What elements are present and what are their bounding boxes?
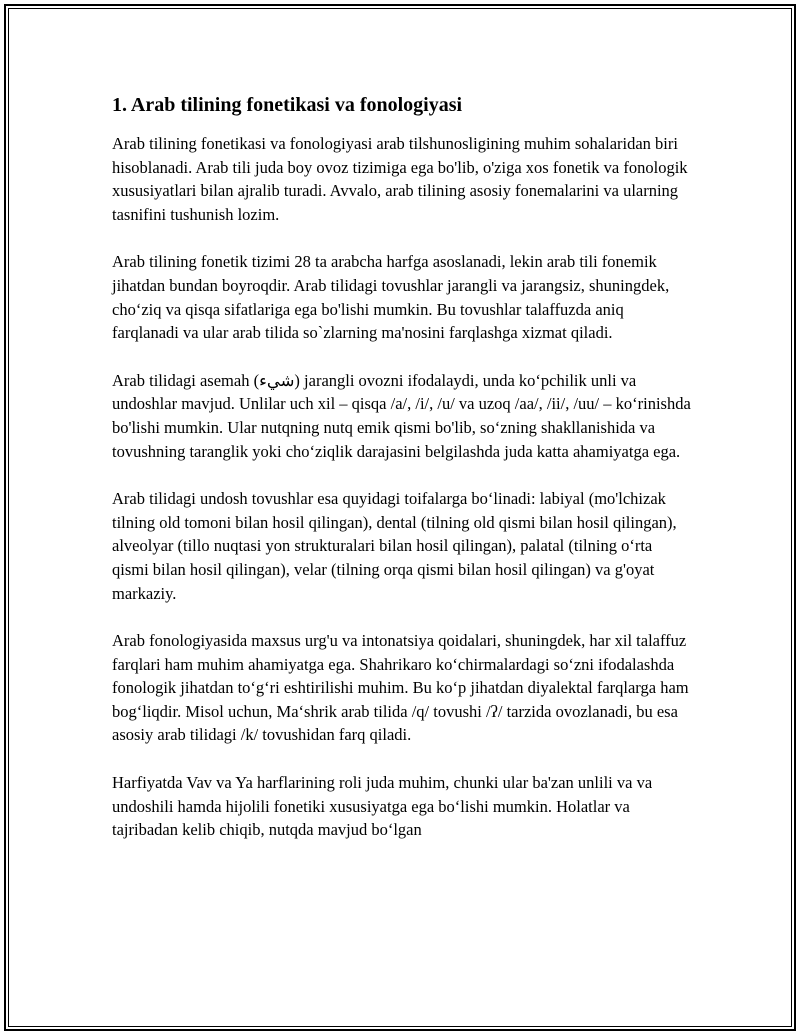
paragraph: Harfiyatda Vav va Ya harflarining roli juda muhim, chunki ular ba'zan unlili va va undoshili hamda hijolili fonetiki xususiyatga ega bo‘lishi mumkin. Holatlar va tajribadan kelib chiqib, nutqda mavjud bo‘lgan: [112, 773, 653, 840]
paragraph: Arab fonologiyasida maxsus urg'u va intonatsiya qoidalari, shuningdek, har xil talaffuz farqlari ham muhim ahamiyatga ega. Shahrikaro ko‘chirmalardagi so‘zni ifodalashda fonologik jihatdan to‘g‘ri eshtirilishi muhim. Bu ko‘p jihatdan diyalektal farqlarga ham bog‘liqdir. Misol uchun, Ma‘shrik arab tilida /q/ tovushi /ʔ/ tarzida ovozlanadi, bu esa asosiy arab tilidagi /k/ tovushidan farq qiladi.: [112, 631, 689, 745]
document-body: [112, 90, 692, 866]
paragraph: Arab tilining fonetikasi va fonologiyasi arab tilshunosligining muhim sohalaridan biri hisoblanadi. Arab tili juda boy ovoz tizimiga ega bo'lib, o'ziga xos fonetik va fonologik xususiyatlari bilan ajralib turadi. Avvalo, arab tilining asosiy fonemalarini va ularning tasnifini tushunish lozim.: [112, 134, 688, 224]
paragraph: Arab tilidagi undosh tovushlar esa quyidagi toifalarga bo‘linadi: labiyal (mo'lchizak tilning old tomoni bilan hosil qilingan), dental (tilning old qismi bilan hosil qilingan), alveolyar (tillo nuqtasi yon strukturalari bilan hosil qilingan), palatal (tilning o‘rta qismi bilan hosil qilingan), velar (tilning orqa qismi bilan hosil qilingan) va g'oyat markaziy.: [112, 489, 677, 603]
paragraph: Arab tilidagi asemah (شيء) jarangli ovozni ifodalaydi, unda ko‘pchilik unli va undoshlar mavjud. Unlilar uch xil – qisqa /a/, /i/, /u/ va uzoq /aa/, /ii/, /uu/ – ko‘rinishda bo'lishi mumkin. Ular nutqning nutq emik qismi bo'lib, so‘zning shakllanishida va tovushning taranglik yoki cho‘ziqlik darajasini belgilashda juda katta ahamiyatga ega.: [112, 370, 691, 461]
section-heading: 1. Arab tilining fonetikasi va fonologiyasi: [112, 94, 463, 116]
paragraph: Arab tilining fonetik tizimi 28 ta arabcha harfga asoslanadi, lekin arab tili fonemik jihatdan bundan boyroqdir. Arab tilidagi tovushlar jarangli va jarangsiz, shuningdek, cho‘ziq va qisqa sifatlariga ega bo'lishi mumkin. Bu tovushlar talaffuzda aniq farqlanadi va ular arab tilida so`zlarning ma'nosini farqlashga xizmat qiladi.: [112, 252, 670, 343]
